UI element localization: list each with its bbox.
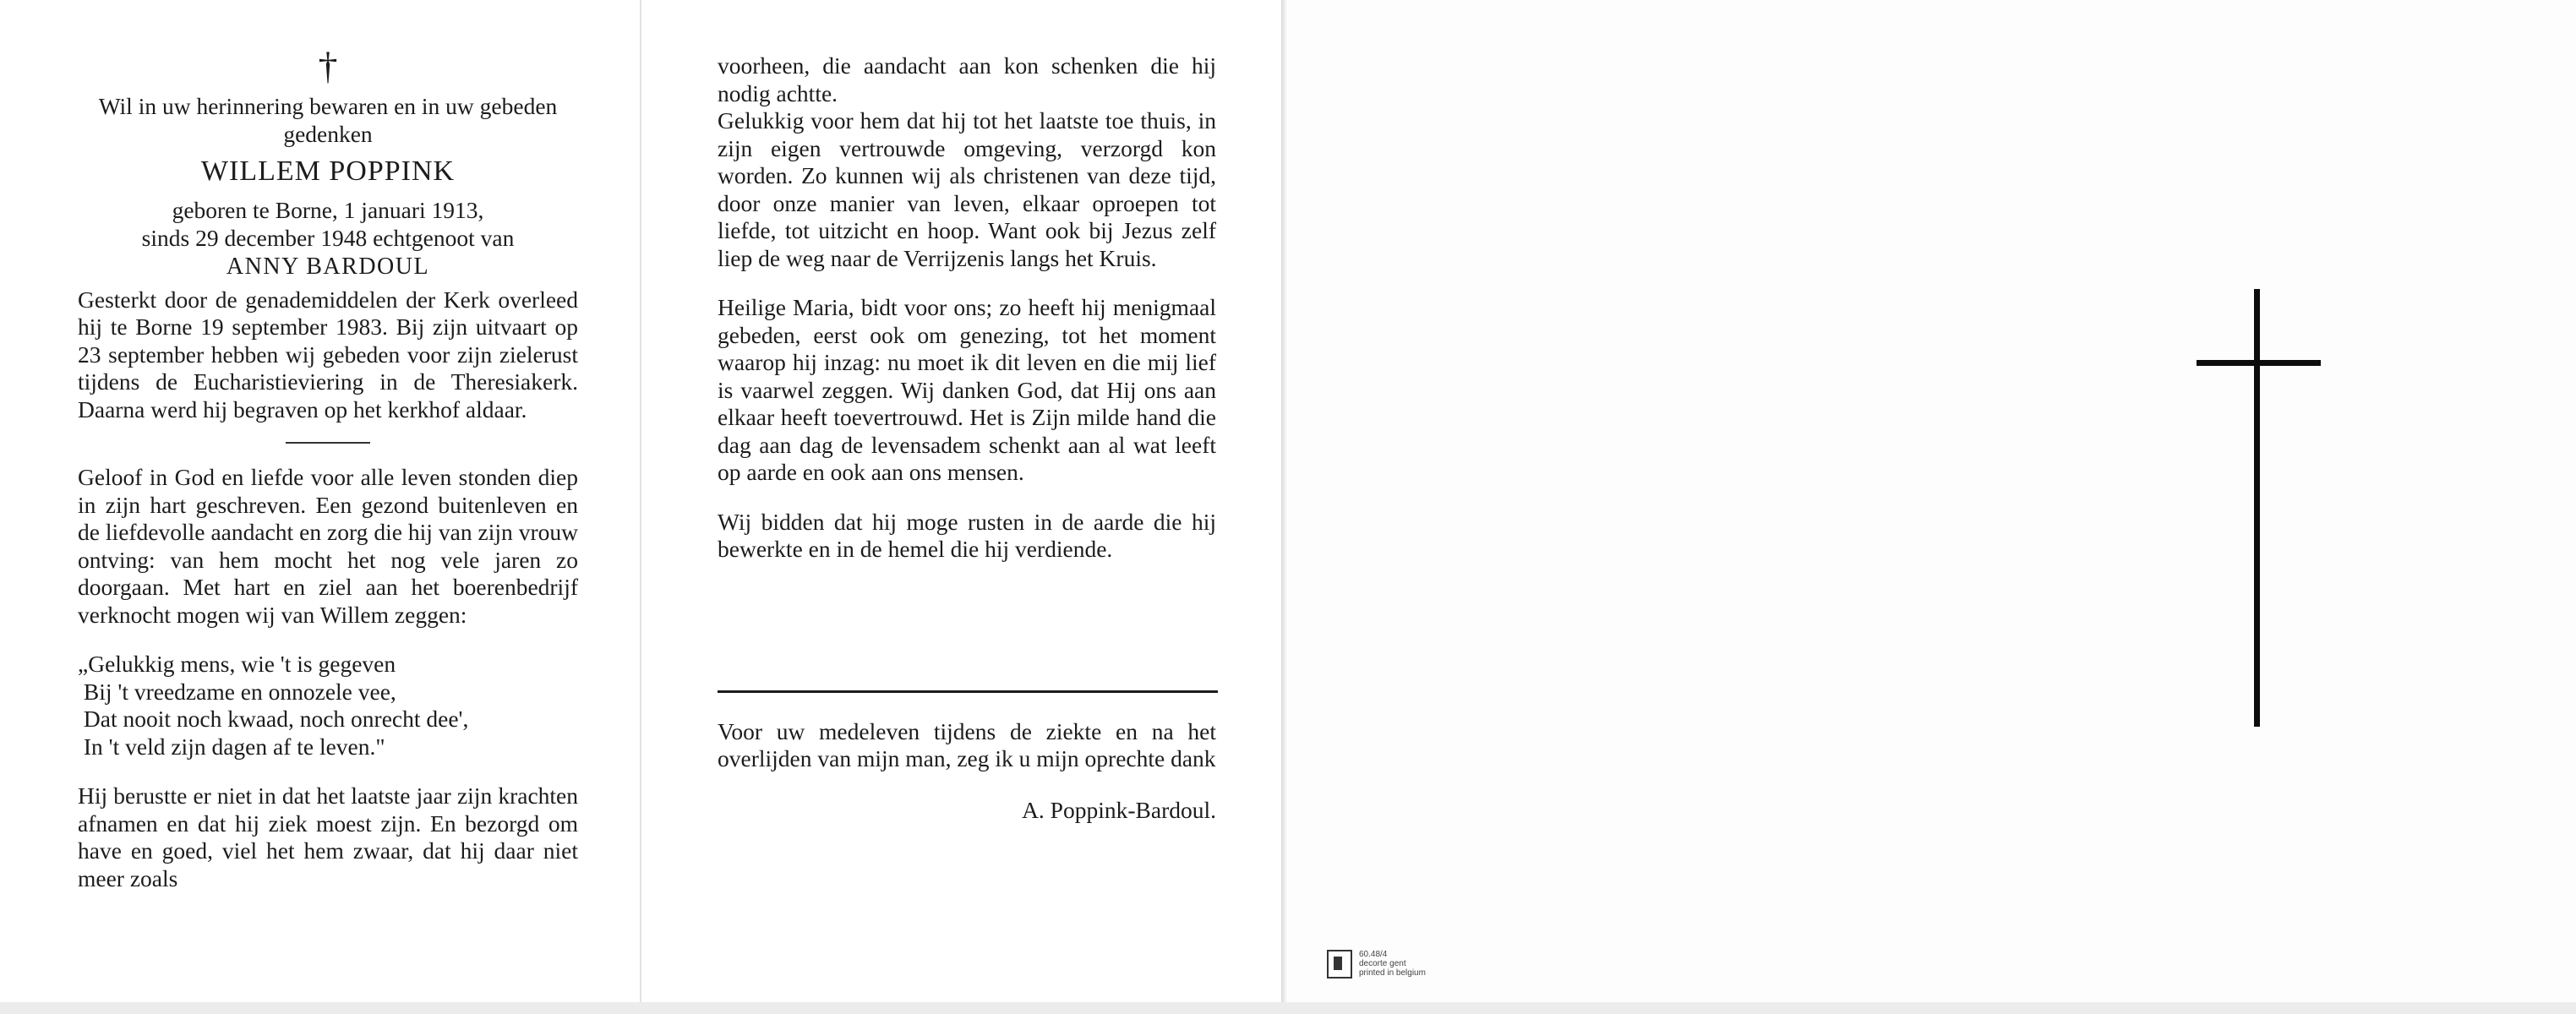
printer-code: 60.48/4 [1359,950,1388,959]
middle-text-block [718,52,1216,824]
long-divider [718,690,1218,693]
back-panel [1288,0,2576,1002]
deceased-name: WILLEM POPPINK [200,155,456,187]
poem-line: Dat nooit noch kwaad, noch onrecht dee', [78,706,469,732]
signature: A. Poppink-Bardoul. [1022,796,1216,823]
faith-paragraph: Geloof in God en liefde voor alle leven stonden diep in zijn hart geschreven. Een gezond buitenleven en de liefdevolle aandacht en zorg die hij van zijn vrouw ontving: van hem mocht het nog vele jaren zo doorgaan. Met hart en ziel aan het boerenbedrijf verknocht mogen wij van Willem zeggen: [78,464,578,628]
printer-logo-icon [1327,950,1352,979]
birth-line: geboren te Borne, 1 januari 1913, [172,197,484,223]
poem-line: In 't veld zijn dagen af te leven." [78,733,385,760]
bottom-edge [0,1002,2576,1014]
divider [286,442,370,444]
poem [78,651,578,760]
printer-origin: printed in belgium [1359,968,1426,978]
printer-company: decorte gent [1359,959,1406,968]
printer-info [1359,950,1426,978]
left-text-block [78,46,578,892]
left-panel [0,0,639,1002]
marriage-line: sinds 29 december 1948 echtgenoot van [141,224,515,251]
continuation-paragraph: voorheen, die aandacht aan kon schenken die hij nodig achtte. [718,52,1216,106]
printer-mark [1327,950,1426,979]
cross-icon-bar [2197,360,2321,366]
fortunate-paragraph: Gelukkig voor hem dat hij tot het laatste toe thuis, in zijn eigen vertrouwde omgeving, verzorgd kon worden. Zo kunnen wij als christenen van deze tijd, door onze manier van leven, elkaar oproepen tot liefde, tot uitzicht en hoop. Want ook bij Jezus zelf liep de weg naar de Verrijzenis langs het Kruis. [718,107,1216,271]
cross-icon [2254,289,2260,727]
prayer-paragraph: Wij bidden dat hij moge rusten in de aarde die hij bewerkte en in de hemel die hij verdiende. [718,508,1216,562]
thanks-paragraph: Voor uw medeleven tijdens de ziekte en na het overlijden van mijn man, zeg ik u mijn oprechte dank [718,717,1216,771]
poem-line: „Gelukkig mens, wie 't is gegeven [78,651,396,677]
fold-line [640,0,641,1006]
poem-line: Bij 't vreedzame en onnozele vee, [78,678,396,705]
final-paragraph: Hij berustte er niet in dat het laatste jaar zijn krachten afnamen en dat hij ziek moest zijn. En bezorgd om have en goed, viel het hem zwaar, dat hij daar niet meer zoals [78,782,578,891]
maria-paragraph: Heilige Maria, bidt voor ons; zo heeft hij menigmaal gebeden, eerst ook om genezing, tot het moment waarop hij inzag: nu moet ik dit leven en die mij lief is vaarwel zeggen. Wij danken God, dat Hij ons aan elkaar heeft toevertrouwd. Het is Zijn milde hand die dag aan dag de levensadem schenkt aan al wat leeft op aarde en ook aan ons mensen. [718,294,1216,485]
spouse-name: ANNY BARDOUL [226,254,430,280]
death-paragraph: Gesterkt door de genademiddelen der Kerk overleed hij te Borne 19 september 1983. Bij zijn uitvaart op 23 september hebben wij gebeden voor zijn zielerust tijdens de Eucharistieviering in de Theresiakerk. Daarna werd hij begraven op het kerkhof aldaar. [78,286,578,422]
center-fold [1281,0,1288,1006]
small-cross-icon: † [318,44,338,87]
intro-text: Wil in uw herinnering bewaren en in uw gebeden gedenken [98,93,558,147]
